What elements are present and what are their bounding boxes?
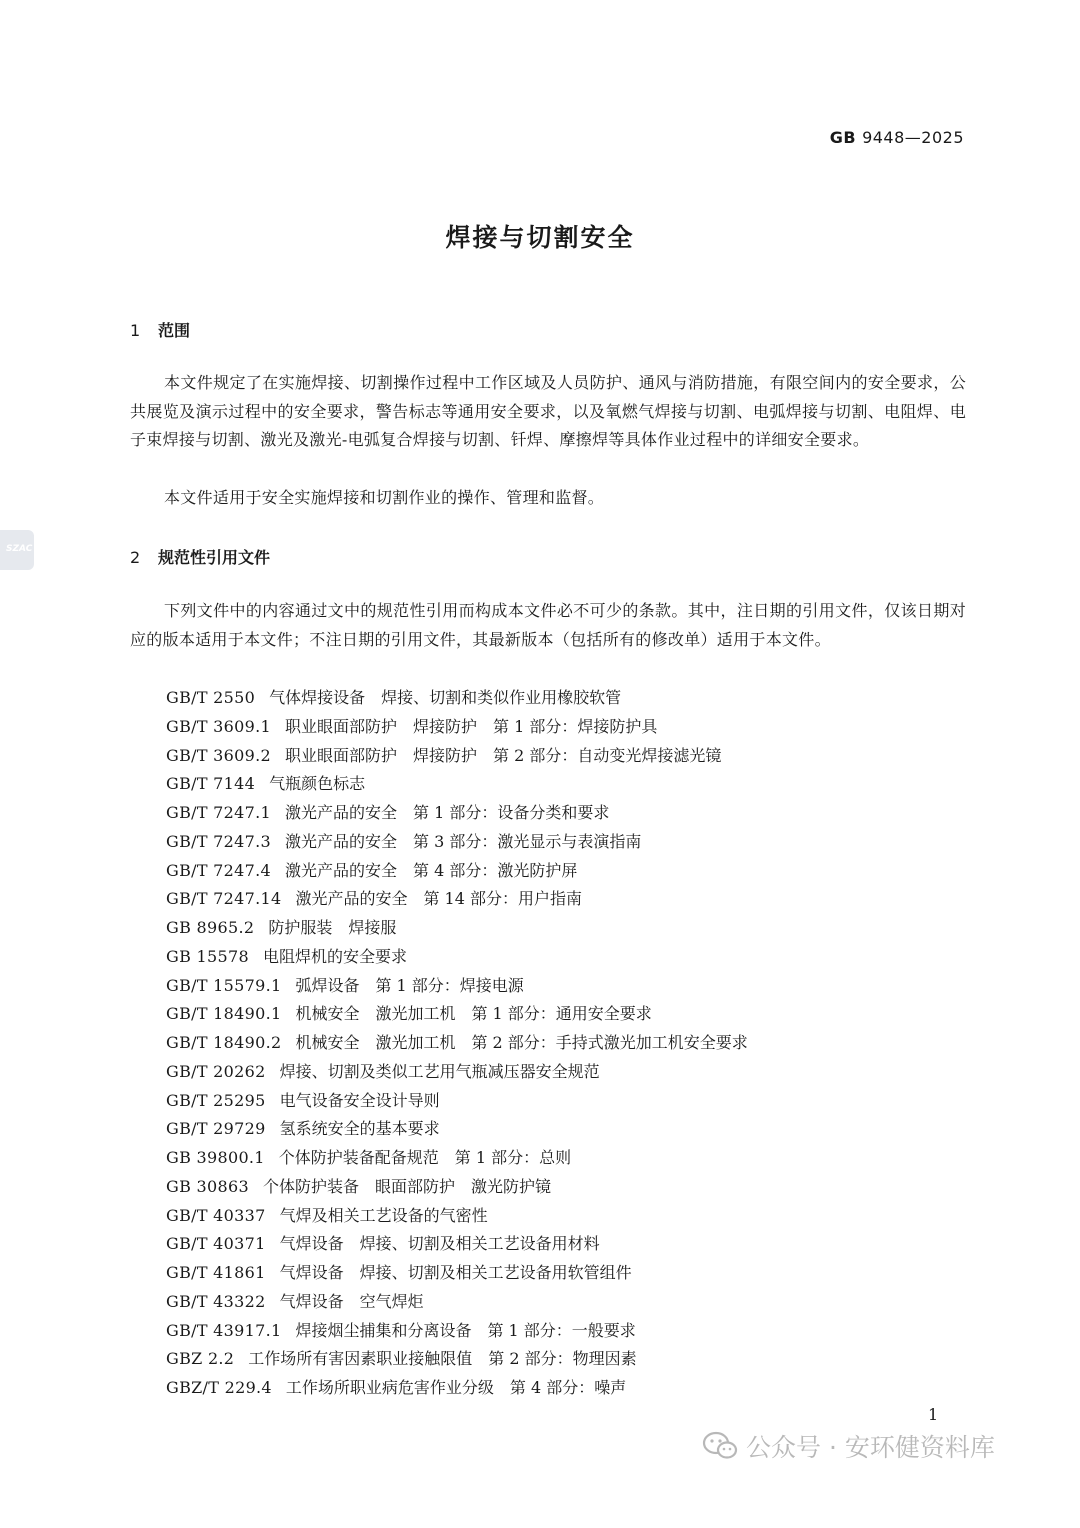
reference-title: 电气设备安全设计导则 <box>279 1090 440 1110</box>
reference-item <box>166 713 748 742</box>
reference-code: GBZ 2.2 <box>166 1349 235 1369</box>
reference-title: 激光产品的安全 第 1 部分：设备分类和要求 <box>284 803 610 822</box>
reference-title: 气焊及相关工艺设备的气密性 <box>279 1205 488 1225</box>
reference-code: GB/T 43322 <box>166 1291 266 1311</box>
section-2-heading <box>130 545 270 568</box>
section-number: 1 <box>130 321 141 340</box>
reference-item <box>166 1058 748 1087</box>
reference-title: 机械安全 激光加工机 第 2 部分：手持式激光加工机安全要求 <box>295 1033 748 1052</box>
reference-item <box>166 799 748 828</box>
reference-code: GBZ/T 229.4 <box>166 1378 272 1397</box>
reference-code: GB/T 15579.1 <box>166 975 282 995</box>
reference-item <box>166 684 748 713</box>
wechat-icon <box>702 1431 738 1461</box>
reference-item <box>166 1202 748 1231</box>
reference-code: GB 39800.1 <box>166 1148 265 1167</box>
reference-title: 激光产品的安全 第 3 部分：激光显示与表演指南 <box>284 831 642 851</box>
reference-item <box>166 1115 748 1144</box>
reference-item <box>166 742 748 771</box>
reference-code: GB/T 3609.1 <box>166 716 271 736</box>
reference-code: GB/T 18490.2 <box>166 1033 282 1052</box>
standard-number: 9448—2025 <box>862 128 964 147</box>
reference-title: 气瓶颜色标志 <box>269 774 366 794</box>
reference-code: GB 8965.2 <box>166 918 255 937</box>
reference-item <box>166 1374 748 1403</box>
reference-title: 电阻焊机的安全要求 <box>262 946 407 966</box>
reference-item <box>166 1288 748 1317</box>
standard-code <box>830 128 964 147</box>
reference-item <box>166 770 748 799</box>
reference-title: 氢系统安全的基本要求 <box>279 1119 440 1139</box>
reference-title: 机械安全 激光加工机 第 1 部分：通用安全要求 <box>295 1004 652 1024</box>
reference-title: 弧焊设备 第 1 部分：焊接电源 <box>295 975 524 995</box>
reference-item <box>166 828 748 857</box>
reference-title: 气焊设备 焊接、切割及相关工艺设备用软管组件 <box>279 1263 632 1282</box>
reference-title: 个体防护装备 眼面部防护 激光防护镜 <box>262 1176 551 1196</box>
reference-item <box>166 1317 748 1346</box>
reference-item <box>166 914 748 943</box>
reference-code: GB/T 2550 <box>166 688 256 707</box>
reference-item <box>166 885 748 914</box>
reference-item <box>166 1087 748 1116</box>
reference-item <box>166 943 748 972</box>
reference-code: GB/T 40337 <box>166 1205 266 1225</box>
reference-title: 激光产品的安全 第 4 部分：激光防护屏 <box>284 860 578 880</box>
section-title: 范围 <box>158 321 191 340</box>
side-tab: SZAC <box>0 530 34 570</box>
reference-title: 焊接、切割及类似工艺用气瓶减压器安全规范 <box>279 1061 600 1081</box>
reference-code: GB/T 7247.3 <box>166 831 271 851</box>
scope-applicability: 本文件适用于安全实施焊接和切割作业的操作、管理和监督。 <box>164 488 605 507</box>
reference-code: GB/T 40371 <box>166 1234 266 1254</box>
reference-code: GB/T 41861 <box>166 1263 266 1282</box>
reference-item <box>166 972 748 1001</box>
reference-item <box>166 1345 748 1374</box>
reference-item <box>166 1259 748 1288</box>
reference-item <box>166 1029 748 1058</box>
reference-list <box>166 684 748 1403</box>
reference-title: 工作场所有害因素职业接触限值 第 2 部分：物理因素 <box>248 1349 637 1369</box>
reference-code: GB/T 18490.1 <box>166 1004 282 1024</box>
reference-item <box>166 857 748 886</box>
reference-code: GB/T 7247.4 <box>166 860 271 880</box>
reference-title: 气焊设备 空气焊炬 <box>279 1291 424 1311</box>
reference-title: 个体防护装备配备规范 第 1 部分：总则 <box>278 1148 572 1167</box>
reference-code: GB/T 20262 <box>166 1061 266 1081</box>
reference-title: 气焊设备 焊接、切割及相关工艺设备用材料 <box>279 1234 600 1254</box>
watermark <box>702 1428 995 1464</box>
section-title: 规范性引用文件 <box>158 548 271 567</box>
reference-title: 焊接烟尘捕集和分离设备 第 1 部分：一般要求 <box>295 1320 636 1340</box>
reference-item <box>166 1230 748 1259</box>
page-number: 1 <box>928 1405 939 1424</box>
reference-code: GB 30863 <box>166 1176 249 1196</box>
reference-title: 职业眼面部防护 焊接防护 第 1 部分：焊接防护具 <box>284 716 658 736</box>
section-1-heading <box>130 318 190 341</box>
reference-title: 气体焊接设备 焊接、切割和类似作业用橡胶软管 <box>269 688 622 707</box>
section-number: 2 <box>130 548 141 567</box>
reference-code: GB/T 7144 <box>166 774 256 794</box>
reference-code: GB/T 43917.1 <box>166 1320 282 1340</box>
reference-title: 激光产品的安全 第 14 部分：用户指南 <box>295 889 582 909</box>
reference-title: 防护服装 焊接服 <box>268 918 397 937</box>
standard-prefix: GB <box>829 128 857 147</box>
scope-paragraph: 本文件规定了在实施焊接、切割操作过程中工作区域及人员防护、通风与消防措施，有限空间内的安全要求，公共展览及演示过程中的安全要求，警告标志等通用安全要求，以及氧燃气焊接与切割、电弧焊接与切割、电阻焊、电子束焊接与切割、激光及激光-电弧复合焊接与切割、钎焊、摩擦焊等具体作业过程中的详细安全要求。 <box>130 373 966 449</box>
reference-code: GB/T 3609.2 <box>166 745 271 765</box>
reference-code: GB/T 25295 <box>166 1090 266 1110</box>
document-title: 焊接与切割安全 <box>445 223 635 252</box>
reference-item <box>166 1173 748 1202</box>
reference-title: 职业眼面部防护 焊接防护 第 2 部分：自动变光焊接滤光镜 <box>284 745 722 765</box>
references-intro: 下列文件中的内容通过文中的规范性引用而构成本文件必不可少的条款。其中，注日期的引用文件，仅该日期对应的版本适用于本文件；不注日期的引用文件，其最新版本（包括所有的修改单）适用于本文件。 <box>130 601 966 649</box>
reference-item <box>166 1000 748 1029</box>
reference-item <box>166 1144 748 1173</box>
reference-code: GB/T 29729 <box>166 1119 266 1139</box>
reference-code: GB/T 7247.14 <box>166 889 282 909</box>
watermark-text: 公众号 · 安环健资料库 <box>746 1433 995 1462</box>
reference-code: GB/T 7247.1 <box>166 803 271 822</box>
reference-title: 工作场所职业病危害作业分级 第 4 部分：噪声 <box>285 1378 627 1397</box>
reference-code: GB 15578 <box>166 946 249 966</box>
